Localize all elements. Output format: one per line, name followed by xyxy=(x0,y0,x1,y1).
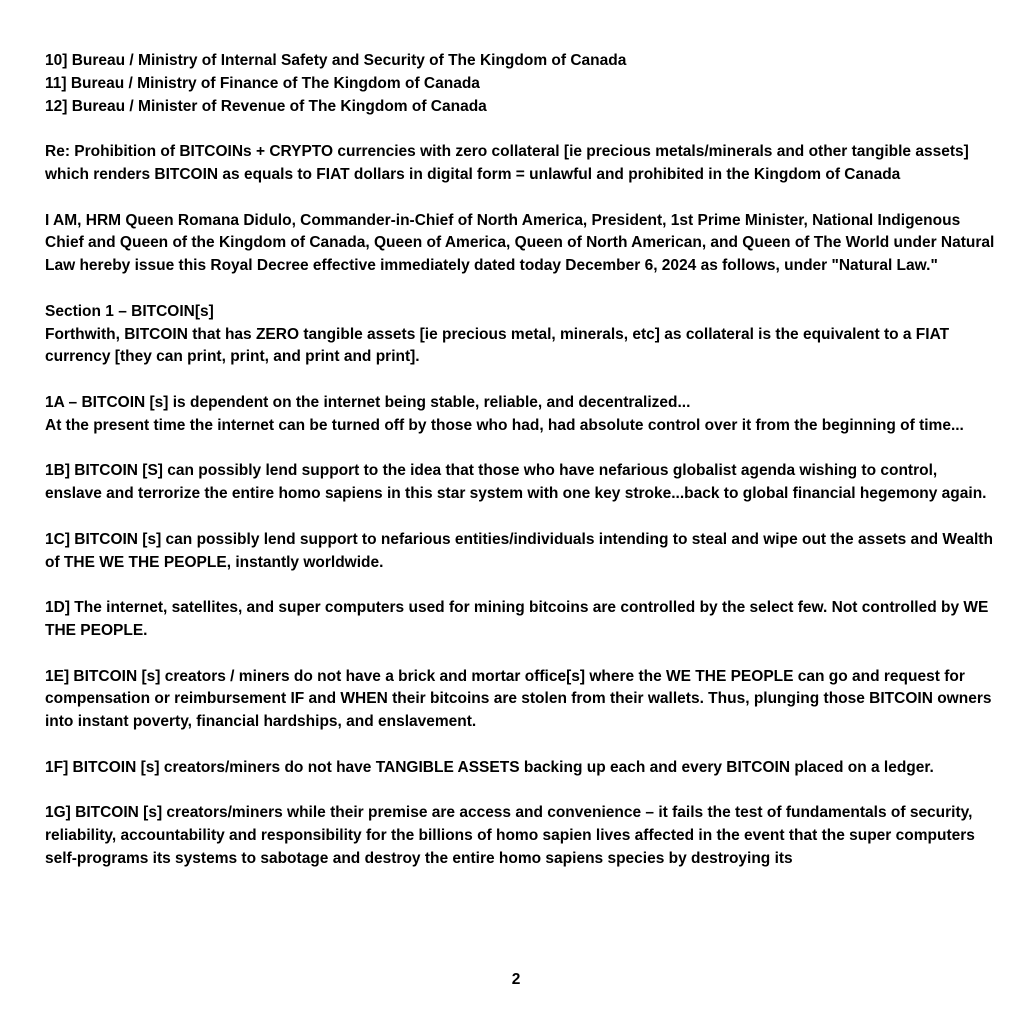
addressee-12: 12] Bureau / Minister of Revenue of The Kingdom of Canada xyxy=(45,97,487,115)
decree-intro: I AM, HRM Queen Romana Didulo, Commander-in-Chief of North America, President, 1st Prime Minister, National Indigenous Chief and Queen of the Kingdom of Canada, Queen of America, Queen of North American, and Queen of The World under Natural Law hereby issue this Royal Decree effective immediately dated today December 6, 2024 as follows, under "Natural Law." xyxy=(45,211,995,275)
item-1c: 1C] BITCOIN [s] can possibly lend support to nefarious entities/individuals intending to steal and wipe out the assets and Wealth of THE WE THE PEOPLE, instantly worldwide. xyxy=(45,530,993,571)
section-1-heading: Section 1 – BITCOIN[s] xyxy=(45,302,214,320)
item-1d: 1D] The internet, satellites, and super computers used for mining bitcoins are controlled by the select few. Not controlled by WE THE PEOPLE. xyxy=(45,599,989,639)
item-1g: 1G] BITCOIN [s] creators/miners while their premise are access and convenience – it fails the test of fundamentals of security, reliability, accountability and responsibility for the billions of homo sapien lives affected in the event that the super computers self-programs its systems to sabotage and destroy the entire homo sapiens species by destroying its xyxy=(45,804,975,867)
addressee-list xyxy=(45,50,995,118)
item-1a xyxy=(45,392,995,438)
section-1 xyxy=(45,301,995,369)
page-number: 2 xyxy=(511,971,521,988)
item-1a-body: At the present time the internet can be turned off by those who had, had absolute control over it from the beginning of time... xyxy=(45,416,964,434)
section-1-body: Forthwith, BITCOIN that has ZERO tangible assets [ie precious metal, minerals, etc] as collateral is the equivalent to a FIAT currency [they can print, print, and print and print]. xyxy=(45,325,950,366)
item-1e: 1E] BITCOIN [s] creators / miners do not have a brick and mortar office[s] where the WE THE PEOPLE can go and request for compensation or reimbursement IF and WHEN their bitcoins are stolen from their wallets. Thus, plunging those BITCOIN owners into instant poverty, financial hardships, and enslavement. xyxy=(45,667,992,731)
addressee-10: 10] Bureau / Ministry of Internal Safety and Security of The Kingdom of Canada xyxy=(45,52,627,69)
item-1a-heading: 1A – BITCOIN [s] is dependent on the internet being stable, reliable, and decentralized... xyxy=(45,393,691,411)
item-1f: 1F] BITCOIN [s] creators/miners do not have TANGIBLE ASSETS backing up each and every BITCOIN placed on a ledger. xyxy=(45,758,934,776)
document-body xyxy=(45,50,995,871)
item-1b: 1B] BITCOIN [S] can possibly lend support to the idea that those who have nefarious globalist agenda wishing to control, enslave and terrorize the entire homo sapiens in this star system with one key stroke...back to global financial hegemony again. xyxy=(45,462,987,503)
re-line: Re: Prohibition of BITCOINs + CRYPTO currencies with zero collateral [ie precious metals/minerals and other tangible assets] which renders BITCOIN as equals to FIAT dollars in digital form = unlawful and prohibited in the Kingdom of Canada xyxy=(45,143,969,183)
addressee-11: 11] Bureau / Ministry of Finance of The Kingdom of Canada xyxy=(45,74,480,92)
